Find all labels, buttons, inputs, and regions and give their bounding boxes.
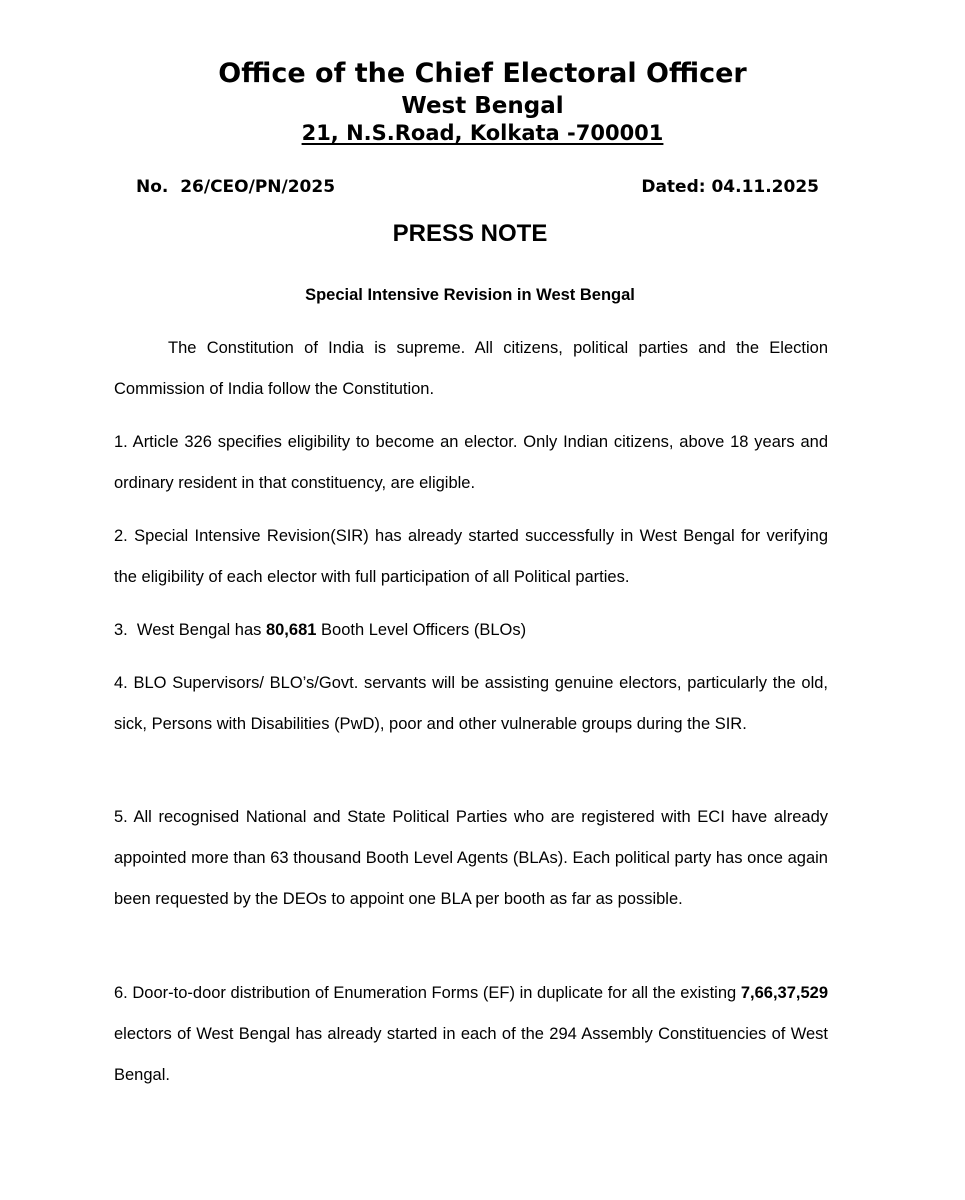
paragraph-5: 5. All recognised National and State Political Parties who are registered with ECI have already appointed more than 63 thousand Booth Level Agents (BLAs). Each political party has once again been requested by the DEOs to appoint one BLA per booth as far as possible. [114, 808, 828, 908]
elector-count: 7,66,37,529 [740, 984, 828, 1002]
reference-date: Dated: 04.11.2025 [641, 177, 819, 197]
state-heading: West Bengal [401, 93, 564, 119]
paragraph-3-tail: Booth Level Officers (BLOs) [316, 621, 527, 639]
paragraph-4: 4. BLO Supervisors/ BLO’s/Govt. servants will be assisting genuine electors, particularly the old, sick, Persons with Disabilities (PwD), poor and other vulnerable groups during the SIR. [114, 674, 828, 733]
office-heading: Office of the Chief Electoral Officer [218, 58, 747, 89]
paragraph-3-text: 3. West Bengal has [114, 621, 266, 639]
document-title: PRESS NOTE [392, 220, 548, 247]
paragraph-6-tail: electors of West Bengal has already started in each of the 294 Assembly Constituencies of West Bengal. [114, 1025, 828, 1084]
paragraph-2: 2. Special Intensive Revision(SIR) has already started successfully in West Bengal for verifying the eligibility of each elector with full participation of all Political parties. [114, 527, 828, 586]
paragraph-3 [114, 610, 828, 651]
paragraph-6-text: 6. Door-to-door distribution of Enumeration Forms (EF) in duplicate for all the existing [114, 984, 741, 1002]
blo-count: 80,681 [265, 621, 317, 639]
intro-paragraph: The Constitution of India is supreme. All citizens, political parties and the Election Commission of India follow the Constitution. [114, 339, 828, 398]
subject-line: Special Intensive Revision in West Bengal [305, 286, 635, 304]
address-heading [0, 121, 965, 145]
paragraph-6 [114, 973, 828, 1096]
reference-number: No. 26/CEO/PN/2025 [136, 177, 336, 197]
address-text: 21, N.S.Road, Kolkata -700001 [301, 121, 664, 145]
paragraph-1: 1. Article 326 specifies eligibility to become an elector. Only Indian citizens, above 18 years and ordinary resident in that constituency, are eligible. [114, 433, 828, 492]
